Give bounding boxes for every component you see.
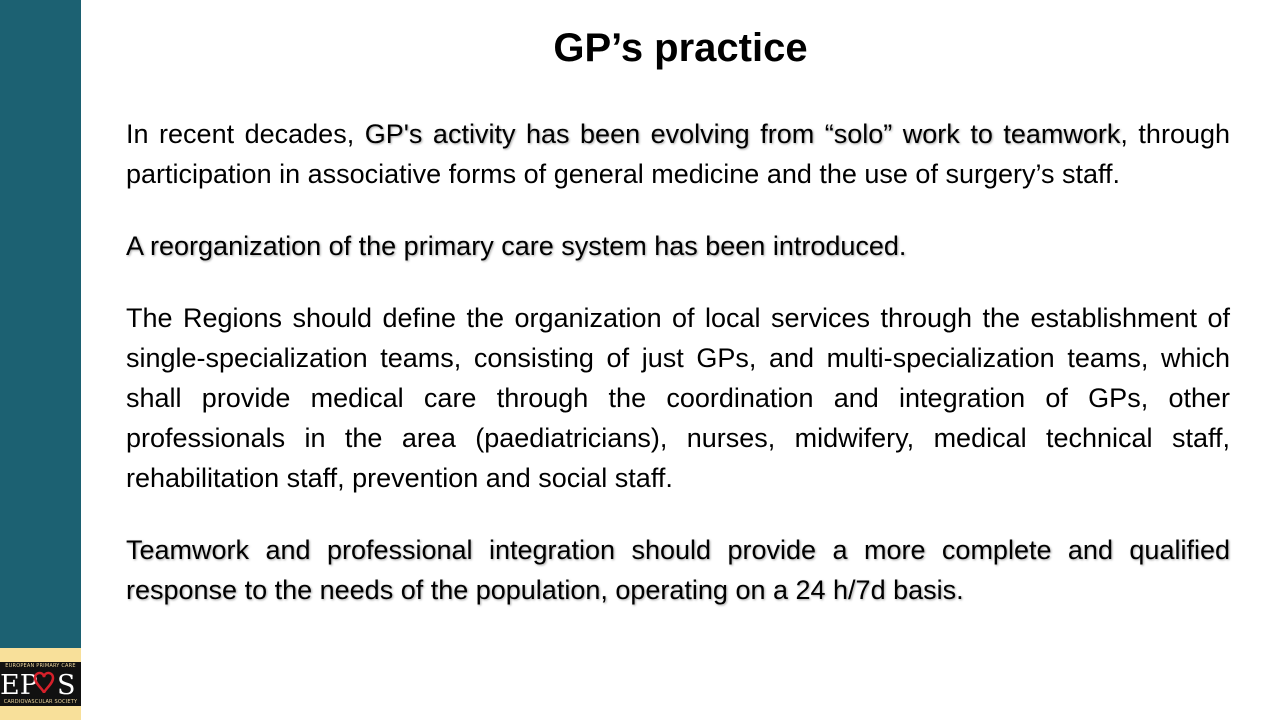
logo-mark <box>0 668 81 698</box>
paragraph-lead: In recent decades, <box>126 119 365 149</box>
paragraph-rest: , through participation in associative forms of general medicine and the use of surgery’s staff. <box>126 119 1231 189</box>
slide-body <box>126 114 1230 642</box>
paragraph-gp-evolution <box>126 114 1230 194</box>
paragraph-teamwork-integration: Teamwork and professional integration should provide a more complete and qualified response to the needs of the population, operating on a 24 h/7d basis. <box>126 535 1230 605</box>
logo-plate <box>0 662 81 706</box>
slide-title: GP’s practice <box>553 26 808 70</box>
highlight-teamwork: GP's activity has been evolving from “solo” work to teamwork <box>364 119 1121 149</box>
logo-bottom-text: CARDIOVASCULAR SOCIETY <box>3 699 78 705</box>
paragraph-regions: The Regions should define the organization of local services through the establishment of single-specialization teams, consisting of just GPs, and multi-specialization teams, which shall provide medical care through the coordination and integration of GPs, other professionals in the area (paediatricians), nurses, midwifery, medical technical staff, rehabilitation staff, prevention and social staff. <box>126 303 1230 493</box>
sidebar-band <box>0 0 81 720</box>
logo-letters-right: S <box>57 670 76 698</box>
epcco-logo <box>0 648 81 720</box>
logo-letters-left: EP <box>0 670 38 698</box>
logo-top-text: EUROPEAN PRIMARY CARE <box>5 663 76 669</box>
paragraph-reorganization: A reorganization of the primary care system has been introduced. <box>126 231 907 261</box>
